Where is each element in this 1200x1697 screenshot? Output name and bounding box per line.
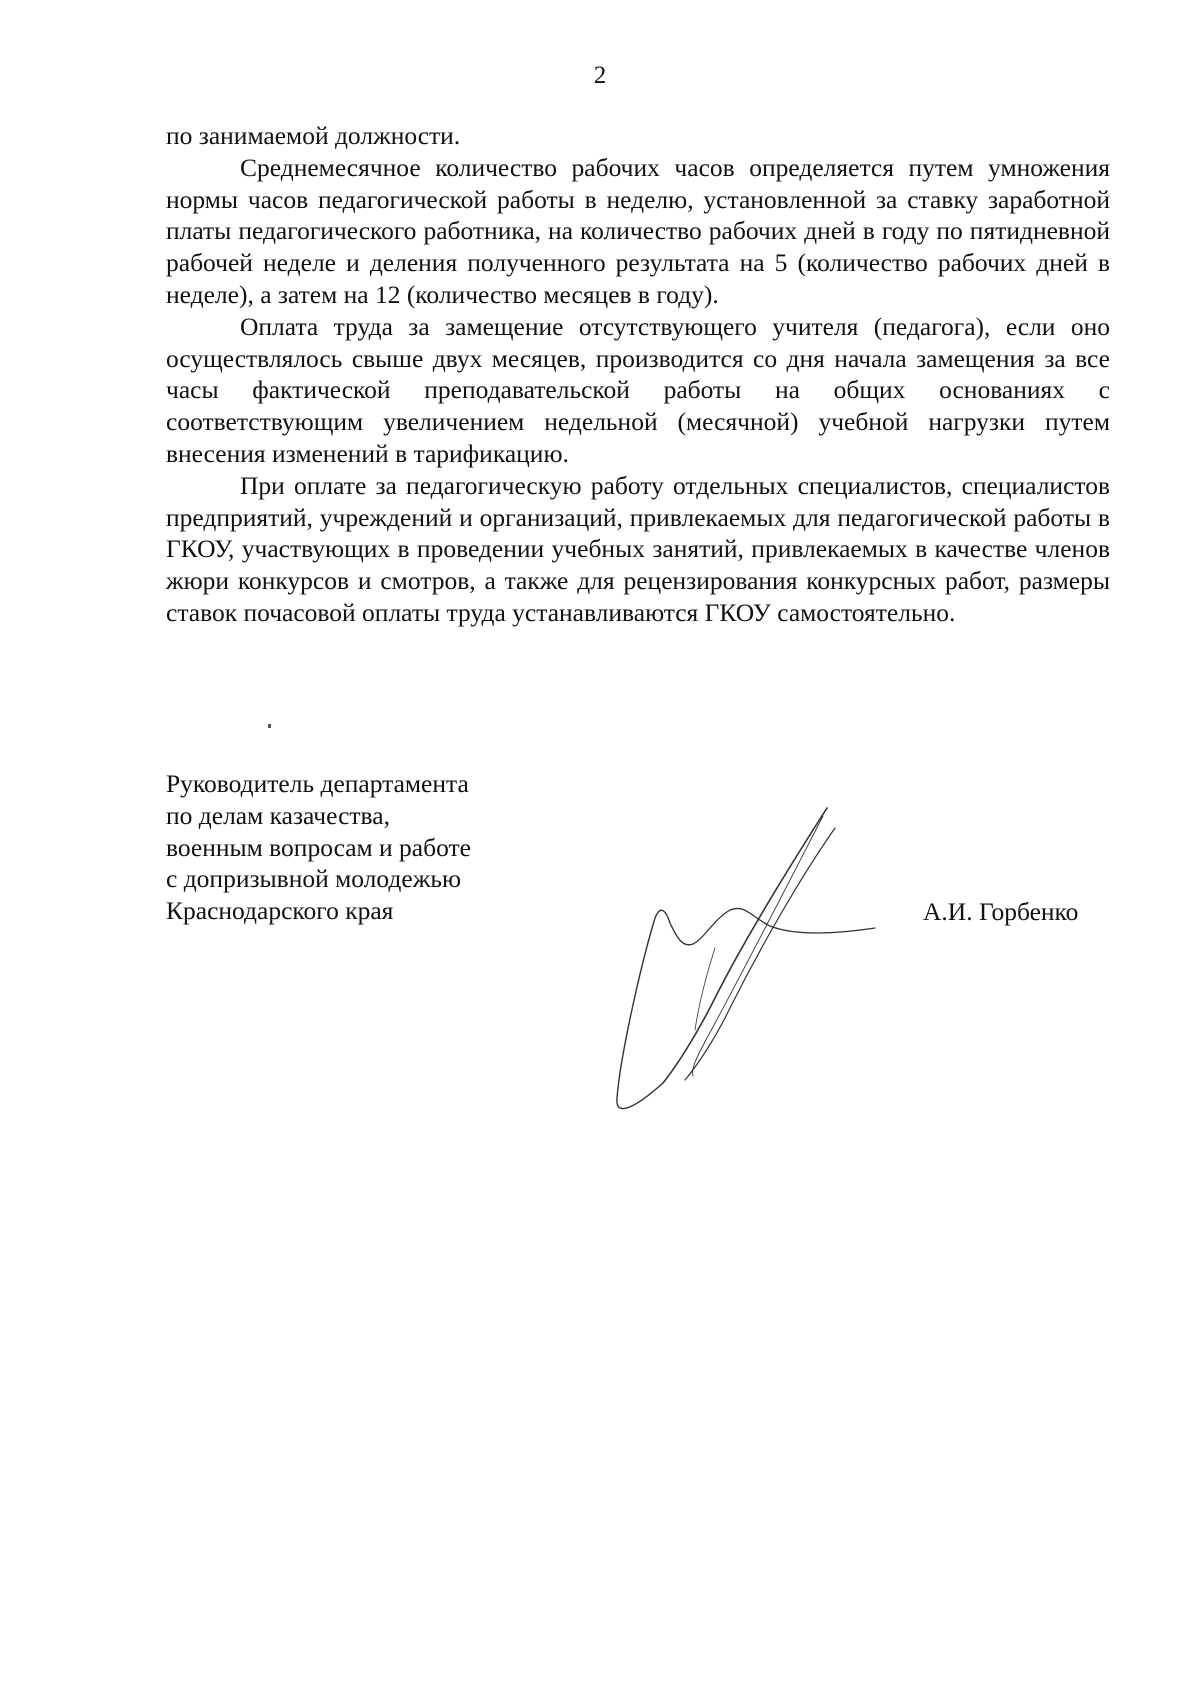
paragraph-hourly-rates: При оплате за педагогическую работу отдельных специалистов, специалистов предприятий, учреждений и организаций, привлекаемых для педагогической работы в ГКОУ, участвующих в проведении учебных занятий, привлекаемых в качестве членов жюри конкурсов и смотров, а также для рецензирования конкурсных работ, размеры ставок почасовой оплаты труда устанавливаются ГКОУ самостоятельно. [166, 470, 1110, 627]
page-number: 2 [593, 62, 607, 89]
paragraph-substitution-pay: Оплата труда за замещение отсутствующего учителя (педагога), если оно осуществлялось свыше двух месяцев, производится со дня начала замещения за все часы фактической преподавательской работы на общих основаниях с соответствующим увеличением недельной (месячной) учебной нагрузки путем внесения изменений в тарификацию. [166, 311, 1110, 468]
signatory-title-line: военным вопросам и работе [166, 832, 471, 862]
document-body [166, 120, 1110, 629]
signatory-title-line: Руководитель департамента [166, 769, 469, 798]
signatory-title-line: по делам казачества, [166, 800, 390, 830]
handwritten-signature [595, 798, 905, 1128]
paragraph-average-hours: Среднемесячное количество рабочих часов определяется путем умножения нормы часов педагогической работы в неделю, установленной за ставку заработной платы педагогического работника, на количество рабочих дней в году по пятидневной рабочей неделе и деления полученного результата на 5 (количество рабочих дней в неделе), а затем на 12 (количество месяцев в году). [166, 152, 1110, 309]
signatory-title-line: Краснодарского края [166, 896, 394, 926]
scan-speck [268, 724, 271, 728]
signatory-title-line: с допризывной молодежью [166, 864, 462, 894]
paragraph-continuation: по занимаемой должности. [166, 121, 461, 150]
signatory-name: А.И. Горбенко [923, 897, 1079, 926]
signatory-title [166, 768, 471, 927]
